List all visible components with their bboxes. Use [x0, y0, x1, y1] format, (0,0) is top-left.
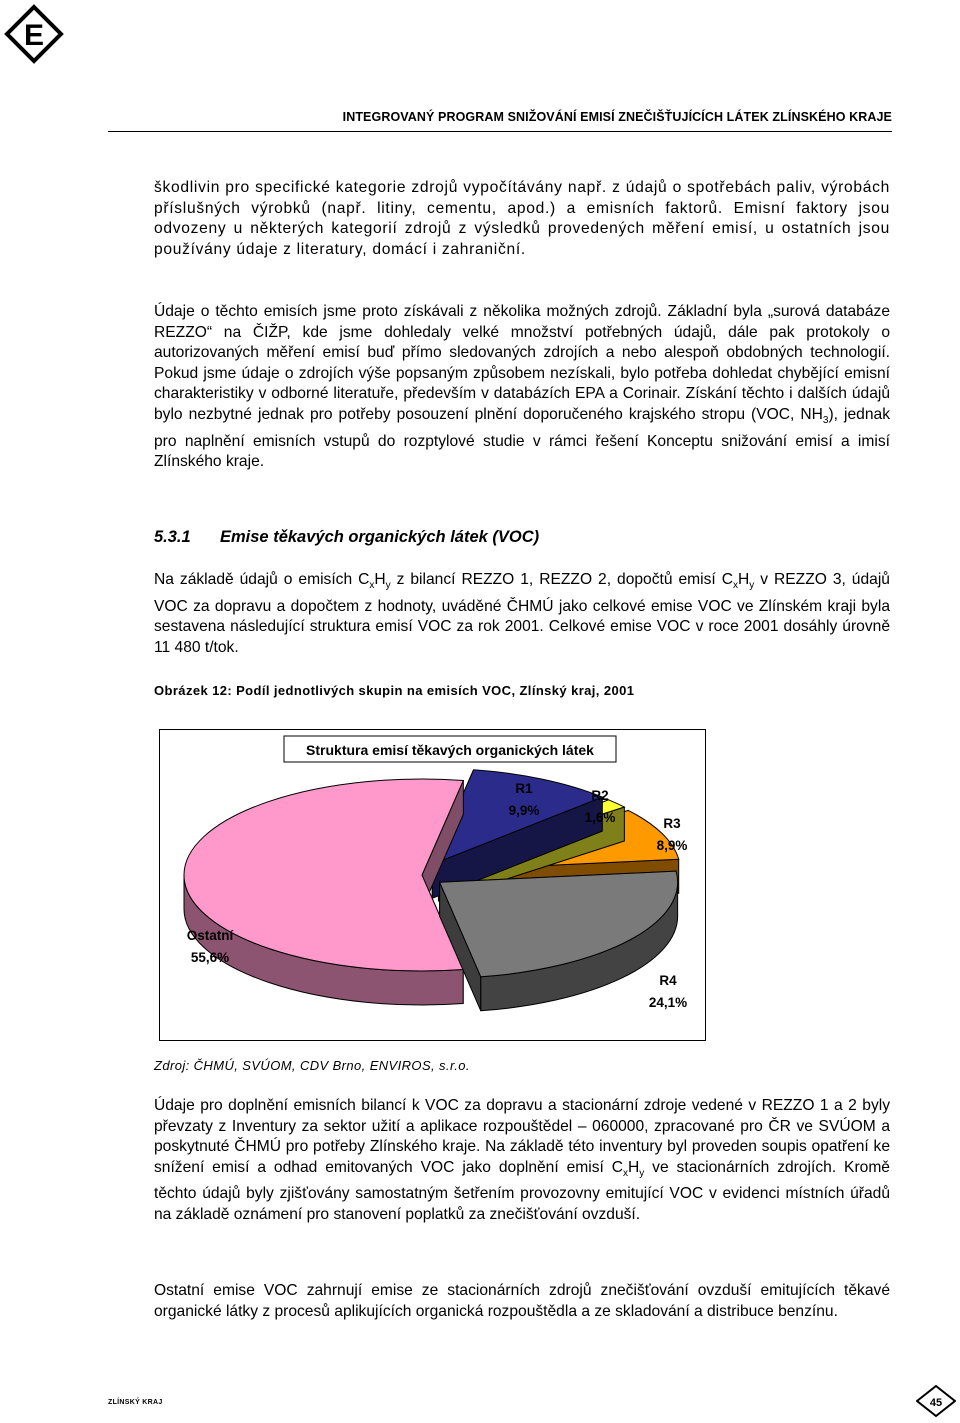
p4-subscript-y: y: [639, 1167, 645, 1179]
pie-label-value-ostatn: 55,6%: [190, 950, 230, 965]
subscript-x-2: x: [733, 580, 738, 592]
p4-part-a: Údaje pro doplnění emisních bilancí k VOC za dopravu a stacionární zdroje vedené v REZZO 1 a 2 byly převzaty z Inventury za sektor užití a aplikace rozpouštědel – 060000, zpracované pro ČR ve SVÚOM a poskytnuté ČHMÚ pro potřeby Zlínského kraje. Na základě této inventury byl proveden soupis opatření ke snížení emisí a odhad emitovaných VOC jako doplnění emisí C: [154, 1097, 890, 1176]
page-number: 45: [929, 1397, 943, 1409]
enviros-logo: [4, 4, 64, 64]
pie-chart-frame: [159, 729, 706, 1041]
p3-part-a: Na základě údajů o emisích C: [154, 571, 370, 588]
header-divider: [108, 131, 892, 132]
subscript-y: y: [385, 580, 391, 592]
logo-letter: E: [23, 19, 45, 52]
footer-region: ZLÍNSKÝ KRAJ: [108, 1399, 163, 1406]
pie-label-name-r3: R3: [663, 816, 681, 831]
chart-title: Struktura emisí těkavých organických látek: [306, 742, 594, 758]
pie-label-value-r2: 1,6%: [584, 810, 616, 825]
nh3-subscript: 3: [822, 415, 829, 427]
pie-label-value-r3: 8,9%: [656, 838, 688, 853]
section-title: Emise těkavých organických látek (VOC): [220, 528, 540, 546]
paragraph-other-emissions: Ostatní emise VOC zahrnují emise ze stacionárních zdrojů znečišťování ovzduší emitujících těkavé organické látky z procesů aplikujících organická rozpouštědla a ze skladování a distribuce benzínu.: [154, 1282, 890, 1320]
pie-label-name-ostatn: Ostatní: [186, 928, 234, 943]
paragraph-sources-text: Údaje o těchto emisích jsme proto získávali z několika možných zdrojů. Základní byla „surová databáze REZZO“ na ČIŽP, kde jsme dohledaly velké množství potřebných údajů, dále pak protokoly o autorizovaných měření emisí buď přímo sledovaných zdrojích a nebo alespoň obdobných technologií. Pokud jsme údaje o zdrojích výše popsaným způsobem nezískali, bylo potřeba dohledat chybějící emisní charakteristiky v odborné literatuře, především v databázích EPA a Corinair. Získání těchto i dalších údajů bylo nezbytné jednak pro potřeby posouzení plnění doporučeného krajského stropu (VOC, NH: [154, 303, 890, 423]
pie-label-value-r1: 9,9%: [508, 803, 540, 818]
p3-part-c: z bilancí REZZO 1, REZZO 2, dopočtů emisí C: [390, 571, 733, 588]
section-heading: [154, 528, 539, 547]
subscript-x: x: [369, 580, 375, 592]
paragraph-intro: škodlivin pro specifické kategorie zdrojů vypočítávány např. z údajů o spotřebách paliv, výrobách příslušných výrobků (např. litiny, cementu, apod.) a emisních faktorů. Emisní faktory jsou odvozeny u některých kategorií zdrojů z výsledků provedených měření emisí, u ostatních jsou používány údaje z literatury, domácí i zahraniční.: [154, 179, 890, 258]
paragraph-sources-end: ), jednak pro naplnění emisních vstupů do rozptylové studie v rámci řešení Konceptu snižování emisí a imisí Zlínského kraje.: [154, 405, 891, 471]
p3-part-h: H: [374, 571, 386, 588]
pie-label-name-r1: R1: [515, 781, 533, 796]
paragraph-sources: [154, 302, 890, 473]
p4-part-h: H: [628, 1158, 640, 1176]
paragraph-inventory: [154, 1096, 890, 1226]
pie-chart: [160, 730, 705, 1040]
pie-label-value-r4: 24,1%: [648, 995, 688, 1010]
section-number: 5.3.1: [154, 528, 191, 546]
p3-part-h-2: H: [738, 571, 750, 588]
figure-caption: Obrázek 12: Podíl jednotlivých skupin na emisích VOC, Zlínský kraj, 2001: [154, 683, 635, 698]
figure-source: Zdroj: ČHMÚ, SVÚOM, CDV Brno, ENVIROS, s.r.o.: [154, 1058, 470, 1073]
paragraph-voc-structure: [154, 570, 890, 658]
p4-subscript-x: x: [623, 1167, 629, 1179]
p4-part-b: ve stacionárních zdrojích. Kromě těchto údajů byly zjišťovány samostatným šetřením provozovny emitující VOC v evidenci místních úřadů na základě oznámení pro stanovení poplatků za znečišťování ovzduší.: [154, 1158, 890, 1224]
pie-label-name-r2: R2: [591, 788, 609, 803]
p3-part-d: v REZZO 3, údajů VOC za dopravu a dopočtem z hodnoty, uváděné ČHMÚ jako celkové emise VOC ve Zlínském kraji byla sestavena následující struktura emisí VOC za rok 2001. Celkové emise VOC v roce 2001 dosáhly úrovně 11 480 t/tok.: [154, 571, 890, 656]
document-header-title: INTEGROVANÝ PROGRAM SNIŽOVÁNÍ EMISÍ ZNEČIŠŤUJÍCÍCH LÁTEK ZLÍNSKÉHO KRAJE: [342, 110, 892, 124]
page-number-badge: [916, 1385, 956, 1417]
subscript-y-2: y: [749, 580, 755, 592]
pie-label-name-r4: R4: [659, 973, 677, 988]
